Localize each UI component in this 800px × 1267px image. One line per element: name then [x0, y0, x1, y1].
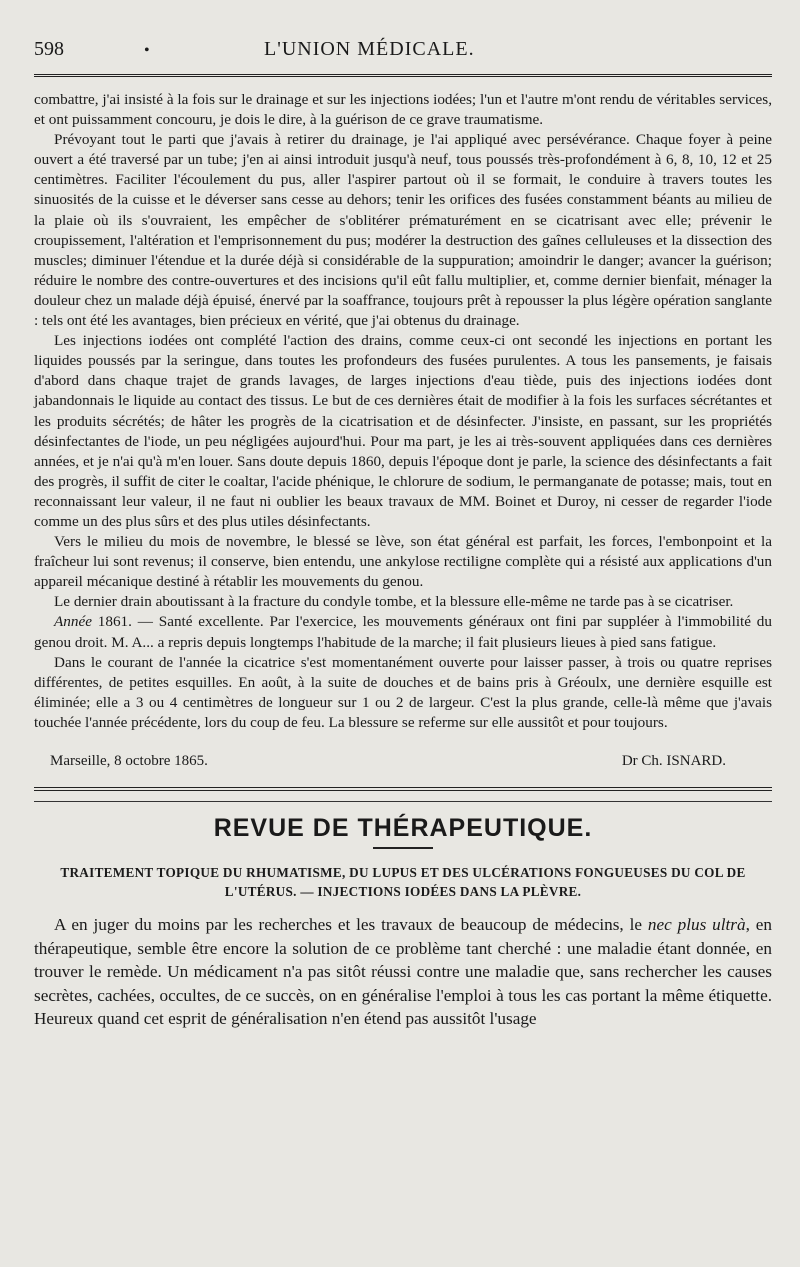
section-rule-thin [34, 801, 772, 802]
article-continuation [34, 90, 772, 771]
article-body [34, 913, 772, 1031]
signature-date: Marseille, 8 octobre 1865. [50, 753, 208, 769]
paragraph: combattre, j'ai insisté à la fois sur le drainage et sur les injections iodées; l'un et l'autre m'ont rendu de véritables services, et ont puissamment concouru, je dois le dire, à la guérison de ce grave traumatisme. [34, 91, 772, 129]
annee-label: Année [54, 613, 92, 631]
annee-text: 1861. — Santé excellente. Par l'exercice, les mouvements généraux ont fini par suppléer à l'immobilité du genou droit. M. A... a repris depuis longtemps l'habitude de la marche; il fait plusieurs lieues à pied sans fatigue. [34, 613, 772, 651]
article-rest: , en thérapeutique, semble être encore la solution de ce problème tant cherché : une maladie étant donnée, en trouver le remède. Un médicament n'a pas sitôt réussi contre une maladie que, sans rechercher les causes secrètes, cachées, occultes, de ce succès, on en généralise l'emploi à tous les cas portant la même étiquette. Heureux quand cet esprit de généralisation n'en étend pas aussitôt l'usage [34, 915, 773, 1029]
section-heading: REVUE DE THÉRAPEUTIQUE. [213, 814, 593, 843]
article-title: TRAITEMENT TOPIQUE DU RHUMATISME, DU LUPUS ET DES ULCÉRATIONS FONGUEUSES DU COL DE L'UTÉRUS. — INJECTIONS IODÉES DANS LA PLÈVRE. [60, 865, 746, 900]
article-intro: A en juger du moins par les recherches et les travaux de beaucoup de médecins, le [54, 915, 648, 935]
page-header [34, 38, 772, 72]
header-rule [34, 74, 772, 80]
page-number: 598 [34, 38, 64, 60]
article-paragraph [34, 913, 772, 1031]
paragraph: Dans le courant de l'année la cicatrice s'est momentanément ouverte pour laisser passer, à trois ou quatre reprises différentes, de petites esquilles. En août, à la suite de douches et de bains pris à Gréoulx, une dernière esquille est éliminée; elle a 3 ou 4 centimètres de longueur sur 1 ou 2 de largeur. C'est la plus grande, celle-là même que j'avais touchée l'année précédente, lors du coup de feu. La blessure se referme sur elle aussitôt et pour toujours. [34, 653, 772, 731]
running-title: L'UNION MÉDICALE. [264, 38, 475, 60]
header-ornament: • [144, 42, 150, 59]
paragraph: Prévoyant tout le parti que j'avais à retirer du drainage, je l'ai appliqué avec persévérance. Chaque foyer à peine ouvert a été traversé par un tube; j'en ai ainsi introduit jusqu'à neuf, tous poussés très-profondément à 6, 8, 10, 12 et 25 centimètres. Faciliter l'écoulement du pus, aller l'aspirer partout où il se formait, le conduire à travers toutes les sinuosités de la cuisse et le déverser sans cesse au dehors; tenir les orifices des fusées constamment béants au milieu de la plaie où ils s'ouvraient, les empêcher de s'oblitérer prématurément en se cicatrisant avec elle; prévenir le croupissement, l'altération et l'emprisonnement du pus; modérer la destruction des gaînes celluleuses et la dissection des muscles; diminuer l'étendue et la durée déjà si considérable de la suppuration; amoindrir le danger; avancer la guérison; réduire le nombre des contre-ouvertures et des incisions qu'il eût fallu multiplier, et, comme dernier bienfait, ménager la douleur chez un malade déjà épuisé, énervé par la soaffrance, toujours prêt à repousser la plus légère opération sanglante : tels ont été les avantages, bien précieux en vérité, que j'ai obtenus du drainage. [34, 131, 772, 330]
paragraph: Les injections iodées ont complété l'action des drains, comme ceux-ci ont secondé les injections en portant les liquides poussés par la seringue, dans toutes les profondeurs des fusées purulentes. A tous les pansements, je faisais d'abord dans chaque trajet de grands lavages, de larges injections d'eau tiède, puis des injections iodées dont jabandonnais le liquide au contact des tissus. Le but de ces dernières était de modifier à la fois les surfaces sécrétantes et les produits sécrétés; de hâter les progrès de la cicatrisation et de désinfecter. J'insiste, en passant, sur les propriétés désinfectantes de l'iode, un peu négligées aujourd'hui. Pour ma part, je les ai très-souvent appliquées dans ces dernières années, et je n'ai qu'à m'en louer. Sans doute depuis 1860, depuis l'époque dont je parle, la science des désinfectants a fait des progrès, il suffit de citer le coaltar, l'acide phénique, le chlorure de sodium, le permanganate de potasse; mais, tout en reconnaissant leur valeur, il ne faut ni oublier les beaux travaux de MM. Boinet et Duroy, ni cesser de regarder l'iode comme un des plus sûrs et des plus utiles désinfectants. [34, 332, 772, 530]
signature-author: Dr Ch. ISNARD. [621, 753, 726, 769]
paragraph: Le dernier drain aboutissant à la fracture du condyle tombe, et la blessure elle-même ne tarde pas à se cicatriser. [54, 593, 734, 611]
heading-underline [373, 847, 433, 849]
section-rule [34, 787, 772, 795]
article-italic: nec plus ultrà [647, 915, 746, 935]
paragraph-annee [34, 612, 772, 652]
paragraph: Vers le milieu du mois de novembre, le blessé se lève, son état général est parfait, les forces, l'embonpoint et la fraîcheur lui sont revenus; il conserve, bien entendu, une ankylose rectiligne complète qui a résisté aux applications d'un appareil mécanique destiné à rétablir les mouvements du genou. [34, 533, 772, 591]
signature-block [34, 735, 772, 771]
